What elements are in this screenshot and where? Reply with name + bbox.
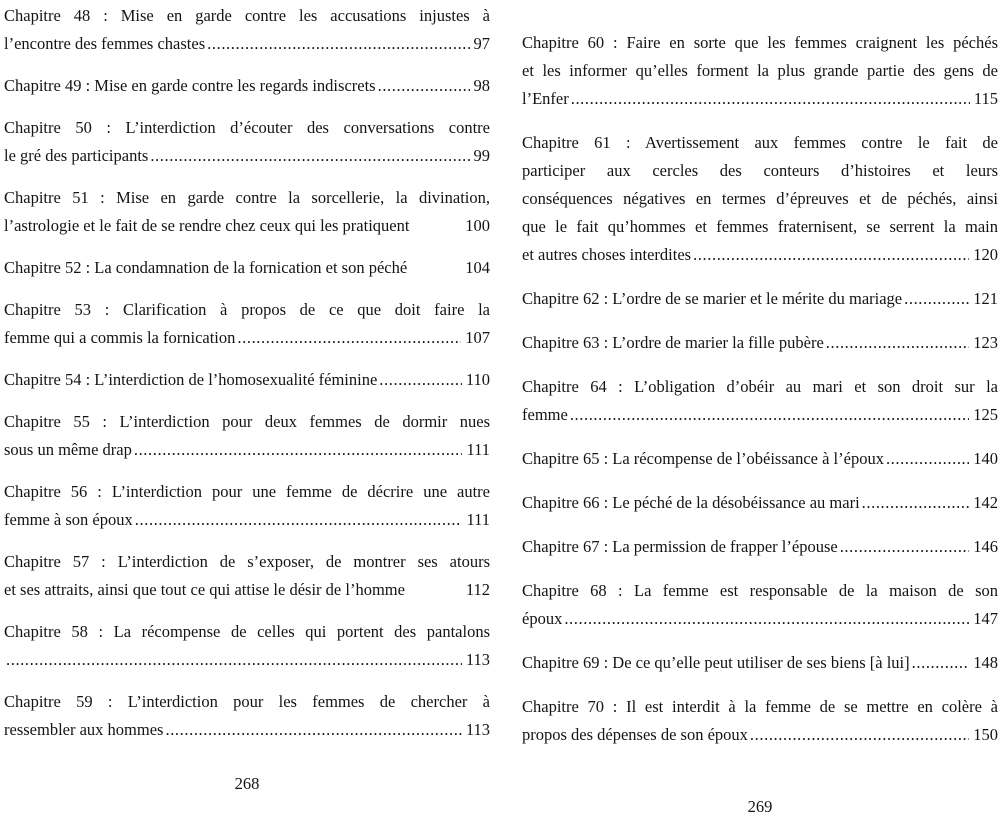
entry-page-ref: 100 [465,216,490,235]
entry-page-ref: 107 [465,328,490,347]
toc-page-left [4,2,490,758]
entry-page-ref: 111 [466,440,490,459]
entry-page-ref: 123 [973,333,998,352]
toc-entry-text: Chapitre 63 : L’ordre de marier la fille pubère [522,333,824,352]
toc-entry-text: Chapitre 67 : La permission de frapper l’épouse [522,537,838,556]
dot-leader [148,142,469,170]
toc-entry-line: Chapitre 56 : L’interdiction pour une femme de décrire une autre [4,482,490,501]
entry-page-ref: 148 [973,653,998,672]
dot-leader [132,436,463,464]
toc-entry-line: Chapitre 64 : L’obligation d’obéir au mari et son droit sur la [522,377,998,396]
toc-entry-lastline [4,576,490,604]
toc-entry [4,114,490,170]
page-number-left: 268 [234,774,260,793]
toc-entry [4,366,490,394]
toc-entry-lastline [522,329,998,357]
toc-entry-lastline [4,716,490,744]
entry-page-ref: 97 [473,34,490,53]
dot-leader [884,445,969,473]
toc-entry-line: Chapitre 57 : L’interdiction de s’exposer, de montrer ses atours [4,552,490,571]
toc-entry-lastline [4,366,490,394]
toc-entries-left [4,2,490,744]
toc-entry [522,693,998,749]
toc-entry-lastline [522,85,998,113]
toc-entry-lastline [522,401,998,429]
toc-entry-lastline [522,241,998,269]
toc-entry-line: conséquences négatives en termes d’épreuves et de péchés, ainsi [522,189,998,208]
dot-leader [235,324,461,352]
toc-entry-text: le gré des participants [4,146,149,165]
entry-page-ref: 150 [973,725,998,744]
toc-entry-lastline [4,324,490,352]
toc-entry-line: Chapitre 68 : La femme est responsable de la maison de son [522,581,998,600]
toc-entry [4,548,490,604]
toc-entry-lastline [4,254,490,282]
toc-entry [4,296,490,352]
dot-leader [4,646,462,674]
toc-entry-lastline [4,506,490,534]
entry-page-ref: 142 [973,493,998,512]
toc-entry-line: que le fait qu’hommes et femmes fraternisent, se serrent la main [522,217,998,236]
entry-page-ref: 146 [973,537,998,556]
toc-entry-text: l’encontre des femmes chastes [4,34,206,53]
toc-entry [522,285,998,313]
toc-entry-line: participer aux cercles des conteurs d’histoires et leurs [522,161,998,180]
entry-page-ref: 110 [465,370,490,389]
toc-entry-line: et les informer qu’elles forment la plus grande partie des gens de [522,61,998,80]
toc-entry-lastline [4,212,490,240]
dot-leader [860,489,970,517]
page-number-right: 269 [747,797,773,816]
toc-entry-text: femme à son époux [4,510,133,529]
dot-leader [748,721,969,749]
entry-page-ref: 120 [973,245,998,264]
toc-entry-text: Chapitre 49 : Mise en garde contre les regards indiscrets [4,76,376,95]
dot-leader [838,533,970,561]
toc-entry-line: Chapitre 53 : Clarification à propos de ce que doit faire la [4,300,490,319]
dot-leader [910,649,970,677]
entry-page-ref: 111 [466,510,490,529]
toc-entry [522,533,998,561]
toc-entry-lastline [522,649,998,677]
dot-leader [377,366,462,394]
toc-entry [522,649,998,677]
toc-entry-text: femme [522,405,568,424]
dot-leader [691,241,969,269]
toc-entry-lastline [4,646,490,674]
toc-entry-lastline [4,30,490,58]
toc-entry-lastline [522,445,998,473]
toc-entry [522,373,998,429]
entry-page-ref: 115 [973,89,998,108]
toc-entry-text: femme qui a commis la fornication [4,328,236,347]
toc-entry [522,129,998,269]
toc-entry-text: propos des dépenses de son époux [522,725,748,744]
toc-entry-text: Chapitre 69 : De ce qu’elle peut utiliser de ses biens [à lui] [522,653,910,672]
entry-page-ref: 113 [465,720,490,739]
toc-entry-lastline [522,285,998,313]
toc-entry-line: Chapitre 60 : Faire en sorte que les femmes craignent les péchés [522,33,998,52]
toc-entry-line: Chapitre 58 : La récompense de celles qui portent des pantalons [4,622,490,641]
toc-entries-right [522,29,998,749]
toc-entry [4,72,490,100]
toc-entry-text: et ses attraits, ainsi que tout ce qui attise le désir de l’homme [4,580,405,599]
toc-entry-text: Chapitre 65 : La récompense de l’obéissance à l’époux [522,449,884,468]
entry-page-ref: 121 [973,289,998,308]
toc-entry-line: Chapitre 50 : L’interdiction d’écouter des conversations contre [4,118,490,137]
toc-entry [4,478,490,534]
toc-page-right [522,29,998,765]
toc-entry [4,688,490,744]
toc-entry-line: Chapitre 51 : Mise en garde contre la sorcellerie, la divination, [4,188,490,207]
entry-page-ref: 125 [973,405,998,424]
toc-entry-lastline [4,142,490,170]
entry-page-ref: 140 [973,449,998,468]
toc-entry-text: ressembler aux hommes [4,720,164,739]
entry-page-ref: 98 [473,76,490,95]
toc-entry-line: Chapitre 48 : Mise en garde contre les accusations injustes à [4,6,490,25]
dot-leader [163,716,461,744]
toc-entry-lastline [4,72,490,100]
entry-page-ref: 113 [465,650,490,669]
toc-entry [4,618,490,674]
dot-leader [902,285,969,313]
dot-leader [568,401,969,429]
toc-entry-text: l’astrologie et le fait de se rendre chez ceux qui les pratiquent [4,216,410,235]
entry-page-ref: 99 [473,146,490,165]
toc-entry-line: Chapitre 61 : Avertissement aux femmes contre le fait de [522,133,998,152]
toc-entry-text: Chapitre 62 : L’ordre de se marier et le mérite du mariage [522,289,903,308]
dot-leader [205,30,469,58]
toc-entry-lastline [522,489,998,517]
dot-leader [133,506,463,534]
toc-entry-lastline [522,533,998,561]
toc-entry-text: sous un même drap [4,440,132,459]
toc-entry-lastline [522,721,998,749]
toc-entry-line: Chapitre 55 : L’interdiction pour deux femmes de dormir nues [4,412,490,431]
toc-entry [522,329,998,357]
dot-leader [562,605,969,633]
toc-entry-text: l’Enfer [522,89,569,108]
dot-leader [376,72,470,100]
dot-leader [569,85,970,113]
toc-entry-text: Chapitre 66 : Le péché de la désobéissance au mari [522,493,860,512]
toc-entry-text: et autres choses interdites [522,245,692,264]
toc-entry-lastline [4,436,490,464]
entry-page-ref: 147 [973,609,998,628]
dot-leader [824,329,969,357]
toc-entry [522,489,998,517]
toc-entry-text: Chapitre 52 : La condamnation de la fornication et son péché [4,258,408,277]
toc-entry [4,2,490,58]
entry-page-ref: 104 [465,258,490,277]
toc-entry-text: Chapitre 54 : L’interdiction de l’homosexualité féminine [4,370,378,389]
toc-entry [4,184,490,240]
toc-entry [522,445,998,473]
toc-entry [522,577,998,633]
toc-entry-line: Chapitre 70 : Il est interdit à la femme de se mettre en colère à [522,697,998,716]
entry-page-ref: 112 [465,580,490,599]
toc-entry [4,408,490,464]
toc-entry-lastline [522,605,998,633]
toc-entry-text: époux [522,609,563,628]
toc-entry [4,254,490,282]
toc-entry [522,29,998,113]
toc-entry-line: Chapitre 59 : L’interdiction pour les femmes de chercher à [4,692,490,711]
